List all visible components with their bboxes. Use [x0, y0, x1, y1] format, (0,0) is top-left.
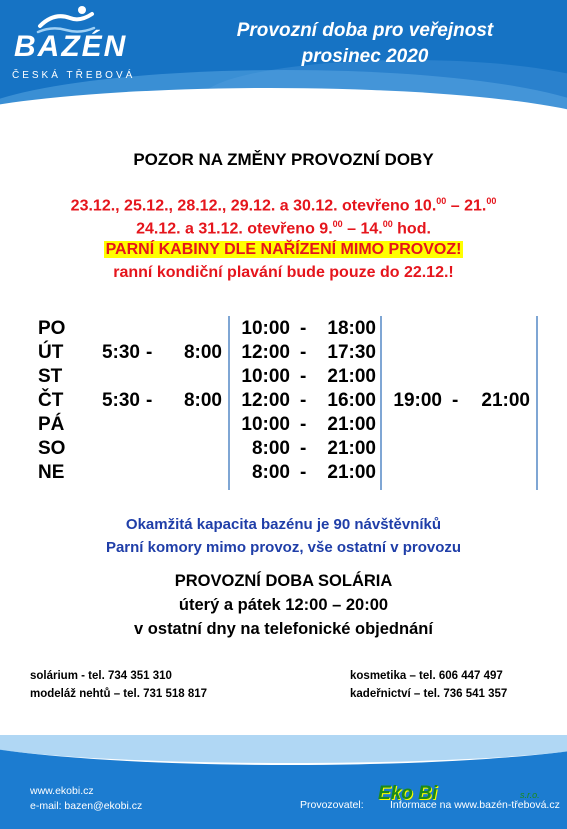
schedule-day: ÚT [38, 342, 64, 363]
email-link[interactable]: e-mail: bazen@ekobi.cz [30, 800, 143, 812]
website-link[interactable]: www.ekobi.cz [30, 785, 94, 797]
schedule-separator: - [300, 462, 307, 483]
notice-line-3: PARNÍ KABINY DLE NAŘÍZENÍ MIMO PROVOZ! [105, 241, 462, 258]
schedule-separator: - [300, 318, 307, 339]
capacity-text: Okamžitá kapacita bazénu je 90 návštěvníků [125, 516, 442, 533]
schedule-day: ST [38, 366, 63, 387]
schedule-time: 8:00 [251, 438, 290, 459]
schedule-separator: - [300, 366, 307, 387]
schedule-separator: - [300, 414, 307, 435]
schedule-divider [228, 316, 230, 490]
schedule-day: PO [38, 318, 66, 339]
solarium-other-days: v ostatní dny na telefonické objednání [134, 620, 433, 638]
notice-line-1: 23.12., 25.12., 28.12., 29.12. a 30.12. otevřeno 10.00 – 21.00 [70, 196, 497, 215]
steam-room-text: Parní komory mimo provoz, vše ostatní v provozu [105, 539, 462, 556]
schedule-separator: - [452, 390, 459, 411]
schedule-time: 10:00 [241, 366, 290, 387]
contact-nails: modeláž nehtů – tel. 731 518 817 [30, 688, 208, 700]
schedule-time: 5:30 [101, 342, 140, 363]
notice-line-4: ranní kondiční plavání bude pouze do 22.12.! [113, 264, 454, 281]
schedule-time: 10:00 [241, 318, 290, 339]
schedule-time: 21:00 [327, 414, 376, 435]
contact-solarium: solárium - tel. 734 351 310 [30, 670, 172, 682]
schedule-divider [536, 316, 538, 490]
info-link[interactable]: Informace na www.bazén-třebová.cz [390, 799, 560, 811]
contact-hairdresser: kadeřnictví – tel. 736 541 357 [350, 688, 508, 700]
schedule-time: 17:30 [327, 342, 376, 363]
operator-logo: Eko Bi [378, 783, 438, 804]
schedule-time: 8:00 [251, 462, 290, 483]
operator-label: Provozovatel: [300, 799, 364, 811]
schedule-day: PÁ [38, 414, 65, 435]
schedule-divider [380, 316, 382, 490]
schedule-time: 19:00 [393, 390, 442, 411]
schedule-time: 21:00 [327, 438, 376, 459]
schedule-separator: - [146, 342, 153, 363]
schedule-day: SO [38, 438, 66, 459]
schedule-day: ČT [38, 390, 64, 411]
schedule-day: NE [38, 462, 65, 483]
schedule-time: 16:00 [327, 390, 376, 411]
operator-logo-suffix: s.r.o. [520, 790, 540, 800]
schedule-separator: - [300, 342, 307, 363]
logo-subtitle: ČESKÁ TŘEBOVÁ [12, 70, 136, 81]
page-title: Provozní doba pro veřejnost [236, 20, 494, 41]
schedule-time: 12:00 [241, 390, 290, 411]
schedule-time: 21:00 [327, 366, 376, 387]
schedule-separator: - [300, 390, 307, 411]
notice-heading: POZOR NA ZMĚNY PROVOZNÍ DOBY [133, 150, 434, 169]
solarium-heading: PROVOZNÍ DOBA SOLÁRIA [174, 572, 393, 590]
schedule-time: 8:00 [183, 390, 222, 411]
notice-line-2: 24.12. a 31.12. otevřeno 9.00 – 14.00 hod. [136, 219, 431, 238]
schedule-time: 21:00 [481, 390, 530, 411]
solarium-hours: úterý a pátek 12:00 – 20:00 [178, 596, 389, 614]
contact-cosmetics: kosmetika – tel. 606 447 497 [350, 670, 503, 682]
schedule-time: 5:30 [101, 390, 140, 411]
schedule-time: 18:00 [327, 318, 376, 339]
schedule-time: 10:00 [241, 414, 290, 435]
footer-banner [0, 735, 567, 829]
schedule-time: 8:00 [183, 342, 222, 363]
schedule-separator: - [300, 438, 307, 459]
logo: BAZÉN [14, 30, 128, 63]
schedule-time: 21:00 [327, 462, 376, 483]
page-subtitle: prosinec 2020 [301, 46, 429, 67]
schedule-separator: - [146, 390, 153, 411]
schedule-time: 12:00 [241, 342, 290, 363]
